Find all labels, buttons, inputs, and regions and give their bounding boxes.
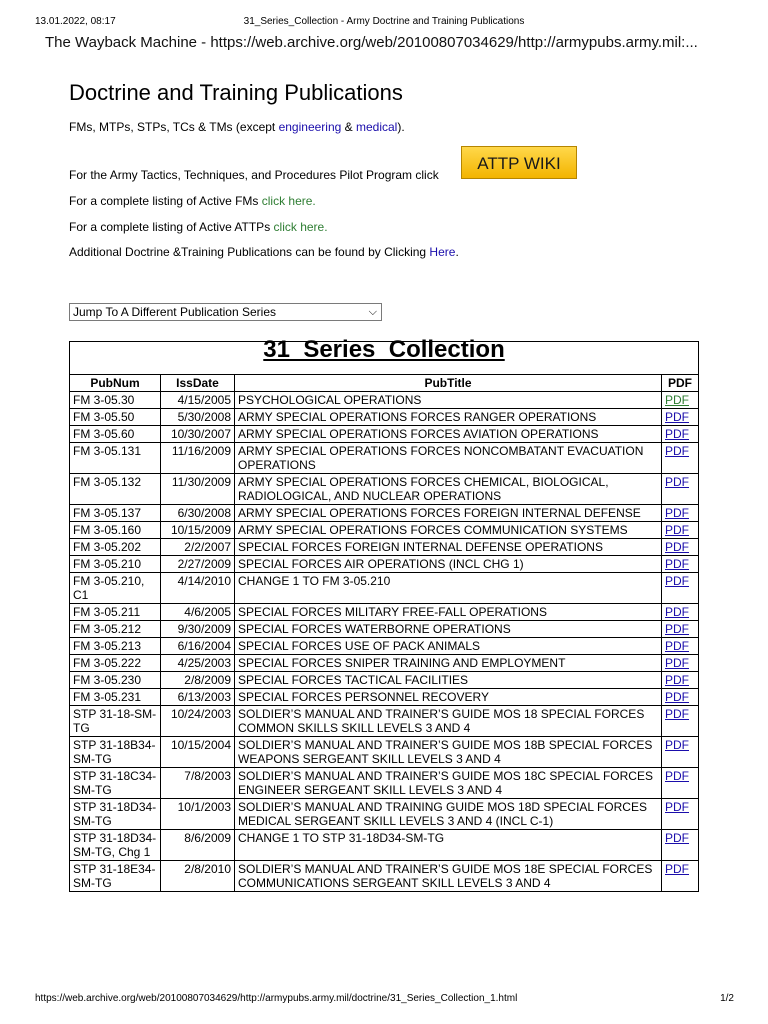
fm-listing-link[interactable]: click here. bbox=[261, 194, 316, 208]
attp-line: For the Army Tactics, Techniques, and Procedures Pilot Program click bbox=[69, 168, 439, 182]
table-row bbox=[70, 638, 699, 655]
pdf-link[interactable]: PDF bbox=[665, 831, 689, 845]
pub-num-cell: STP 31-18-SM-TG bbox=[70, 706, 161, 737]
table-row bbox=[70, 392, 699, 409]
pub-title-cell: SPECIAL FORCES PERSONNEL RECOVERY bbox=[235, 689, 662, 706]
iss-date-cell: 6/16/2004 bbox=[161, 638, 235, 655]
pdf-cell bbox=[662, 573, 699, 604]
pub-title-cell: SPECIAL FORCES TACTICAL FACILITIES bbox=[235, 672, 662, 689]
pdf-link[interactable]: PDF bbox=[665, 444, 689, 458]
pdf-link[interactable]: PDF bbox=[665, 427, 689, 441]
table-row bbox=[70, 861, 699, 892]
pdf-link[interactable]: PDF bbox=[665, 410, 689, 424]
pub-num-cell: STP 31-18D34-SM-TG, Chg 1 bbox=[70, 830, 161, 861]
pub-num-cell: FM 3-05.50 bbox=[70, 409, 161, 426]
pdf-cell bbox=[662, 621, 699, 638]
medical-link[interactable]: medical bbox=[355, 120, 398, 134]
iss-date-cell: 2/8/2010 bbox=[161, 861, 235, 892]
iss-date-cell: 8/6/2009 bbox=[161, 830, 235, 861]
table-row bbox=[70, 621, 699, 638]
pub-num-cell: FM 3-05.60 bbox=[70, 426, 161, 443]
pdf-cell bbox=[662, 409, 699, 426]
pdf-cell bbox=[662, 768, 699, 799]
table-row bbox=[70, 604, 699, 621]
pub-title-cell: ARMY SPECIAL OPERATIONS FORCES COMMUNICATION SYSTEMS bbox=[235, 522, 662, 539]
col-header-issdate: IssDate bbox=[161, 375, 235, 392]
table-row bbox=[70, 409, 699, 426]
print-datetime: 13.01.2022, 08:17 bbox=[35, 16, 116, 27]
pdf-link[interactable]: PDF bbox=[665, 475, 689, 489]
table-row bbox=[70, 556, 699, 573]
wayback-banner: The Wayback Machine - https://web.archive.org/web/20100807034629/http://armypubs.army.mil:... bbox=[45, 34, 698, 51]
pub-num-cell: FM 3-05.30 bbox=[70, 392, 161, 409]
pdf-link[interactable]: PDF bbox=[665, 622, 689, 636]
iss-date-cell: 10/24/2003 bbox=[161, 706, 235, 737]
print-page-number: 1/2 bbox=[720, 993, 734, 1004]
intro-prefix: FMs, MTPs, STPs, TCs & TMs (except bbox=[69, 120, 279, 134]
table-row bbox=[70, 737, 699, 768]
pub-num-cell: FM 3-05.230 bbox=[70, 672, 161, 689]
pdf-link[interactable]: PDF bbox=[665, 862, 689, 876]
pdf-cell bbox=[662, 392, 699, 409]
pub-title-cell: CHANGE 1 TO FM 3-05.210 bbox=[235, 573, 662, 604]
attp-listing-line bbox=[69, 220, 328, 234]
pub-num-cell: FM 3-05.212 bbox=[70, 621, 161, 638]
pub-title-cell: ARMY SPECIAL OPERATIONS FORCES FOREIGN INTERNAL DEFENSE bbox=[235, 505, 662, 522]
iss-date-cell: 4/25/2003 bbox=[161, 655, 235, 672]
pub-title-cell: SPECIAL FORCES WATERBORNE OPERATIONS bbox=[235, 621, 662, 638]
table-caption: 31_Series_Collection bbox=[70, 342, 699, 375]
iss-date-cell: 2/2/2007 bbox=[161, 539, 235, 556]
pub-title-cell: SPECIAL FORCES FOREIGN INTERNAL DEFENSE OPERATIONS bbox=[235, 539, 662, 556]
pub-num-cell: STP 31-18D34-SM-TG bbox=[70, 799, 161, 830]
additional-end: . bbox=[455, 245, 459, 259]
series-select[interactable] bbox=[69, 303, 382, 321]
pub-title-cell: ARMY SPECIAL OPERATIONS FORCES AVIATION OPERATIONS bbox=[235, 426, 662, 443]
col-header-pdf: PDF bbox=[662, 375, 699, 392]
iss-date-cell: 10/30/2007 bbox=[161, 426, 235, 443]
pub-num-cell: FM 3-05.211 bbox=[70, 604, 161, 621]
intro-line bbox=[69, 120, 405, 134]
table-row bbox=[70, 655, 699, 672]
pub-title-cell: SPECIAL FORCES SNIPER TRAINING AND EMPLOYMENT bbox=[235, 655, 662, 672]
pdf-cell bbox=[662, 689, 699, 706]
pdf-cell bbox=[662, 556, 699, 573]
pdf-link[interactable]: PDF bbox=[665, 656, 689, 670]
table-row bbox=[70, 573, 699, 604]
iss-date-cell: 9/30/2009 bbox=[161, 621, 235, 638]
iss-date-cell: 11/16/2009 bbox=[161, 443, 235, 474]
pdf-cell bbox=[662, 830, 699, 861]
pub-num-cell: FM 3-05.160 bbox=[70, 522, 161, 539]
pub-title-cell: PSYCHOLOGICAL OPERATIONS bbox=[235, 392, 662, 409]
table-row bbox=[70, 539, 699, 556]
pdf-cell bbox=[662, 522, 699, 539]
pdf-link[interactable]: PDF bbox=[665, 639, 689, 653]
intro-mid: & bbox=[341, 120, 356, 134]
pub-title-cell: ARMY SPECIAL OPERATIONS FORCES CHEMICAL, BIOLOGICAL, RADIOLOGICAL, AND NUCLEAR OPERATIONS bbox=[235, 474, 662, 505]
table-row bbox=[70, 522, 699, 539]
pub-title-cell: CHANGE 1 TO STP 31-18D34-SM-TG bbox=[235, 830, 662, 861]
pub-num-cell: STP 31-18E34-SM-TG bbox=[70, 861, 161, 892]
print-footer-url: https://web.archive.org/web/20100807034629/http://armypubs.army.mil/doctrine/31_Series_Collection_1.html bbox=[35, 993, 518, 1004]
pdf-cell bbox=[662, 604, 699, 621]
table-row bbox=[70, 505, 699, 522]
iss-date-cell: 10/15/2004 bbox=[161, 737, 235, 768]
pub-title-cell: SOLDIER’S MANUAL AND TRAINER’S GUIDE MOS 18B SPECIAL FORCES WEAPONS SERGEANT SKILL LEVELS 3 AND 4 bbox=[235, 737, 662, 768]
table-header-row bbox=[70, 375, 699, 392]
pub-title-cell: SOLDIER’S MANUAL AND TRAINER’S GUIDE MOS 18C SPECIAL FORCES ENGINEER SERGEANT SKILL LEVELS 3 AND 4 bbox=[235, 768, 662, 799]
pub-title-cell: SOLDIER’S MANUAL AND TRAINER’S GUIDE MOS 18E SPECIAL FORCES COMMUNICATIONS SERGEANT SKILL LEVELS 3 AND 4 bbox=[235, 861, 662, 892]
pub-title-cell: ARMY SPECIAL OPERATIONS FORCES RANGER OPERATIONS bbox=[235, 409, 662, 426]
engineering-link[interactable]: engineering bbox=[278, 120, 342, 134]
iss-date-cell: 10/1/2003 bbox=[161, 799, 235, 830]
pdf-cell bbox=[662, 672, 699, 689]
pub-num-cell: FM 3-05.137 bbox=[70, 505, 161, 522]
pub-num-cell: FM 3-05.231 bbox=[70, 689, 161, 706]
pdf-link[interactable]: PDF bbox=[665, 574, 689, 588]
iss-date-cell: 7/8/2003 bbox=[161, 768, 235, 799]
additional-line bbox=[69, 245, 459, 259]
pub-title-cell: ARMY SPECIAL OPERATIONS FORCES NONCOMBATANT EVACUATION OPERATIONS bbox=[235, 443, 662, 474]
pdf-link[interactable]: PDF bbox=[665, 800, 689, 814]
iss-date-cell: 2/27/2009 bbox=[161, 556, 235, 573]
table-row bbox=[70, 689, 699, 706]
table-row bbox=[70, 768, 699, 799]
pub-num-cell: FM 3-05.222 bbox=[70, 655, 161, 672]
iss-date-cell: 4/14/2010 bbox=[161, 573, 235, 604]
attp-wiki-button[interactable]: ATTP WIKI bbox=[461, 146, 577, 179]
iss-date-cell: 10/15/2009 bbox=[161, 522, 235, 539]
pdf-link[interactable]: PDF bbox=[665, 707, 689, 721]
pdf-cell bbox=[662, 861, 699, 892]
table-row bbox=[70, 830, 699, 861]
iss-date-cell: 2/8/2009 bbox=[161, 672, 235, 689]
fm-listing-line bbox=[69, 194, 316, 208]
intro-suffix: ). bbox=[397, 120, 405, 134]
series-select-value: Jump To A Different Publication Series bbox=[73, 305, 277, 319]
pdf-cell bbox=[662, 737, 699, 768]
iss-date-cell: 11/30/2009 bbox=[161, 474, 235, 505]
pdf-cell bbox=[662, 474, 699, 505]
pub-num-cell: FM 3-05.131 bbox=[70, 443, 161, 474]
pdf-link[interactable]: PDF bbox=[665, 605, 689, 619]
iss-date-cell: 6/13/2003 bbox=[161, 689, 235, 706]
additional-here-link[interactable]: Here bbox=[429, 245, 456, 259]
table-row bbox=[70, 799, 699, 830]
pub-title-cell: SOLDIER’S MANUAL AND TRAINING GUIDE MOS 18D SPECIAL FORCES MEDICAL SERGEANT SKILL LEVELS 3 AND 4 (INCL C-1) bbox=[235, 799, 662, 830]
additional-text: Additional Doctrine &Training Publications can be found by Clicking bbox=[69, 245, 430, 259]
chevron-down-icon: ⌵ bbox=[368, 306, 377, 318]
pdf-cell bbox=[662, 706, 699, 737]
print-doc-title: 31_Series_Collection - Army Doctrine and Training Publications bbox=[243, 16, 525, 27]
main-content bbox=[69, 78, 709, 319]
pdf-link[interactable]: PDF bbox=[665, 393, 689, 407]
table-row bbox=[70, 672, 699, 689]
pub-title-cell: SPECIAL FORCES AIR OPERATIONS (INCL CHG 1) bbox=[235, 556, 662, 573]
page-title: Doctrine and Training Publications bbox=[69, 80, 403, 105]
iss-date-cell: 5/30/2008 bbox=[161, 409, 235, 426]
fm-listing-text: For a complete listing of Active FMs bbox=[69, 194, 262, 208]
pdf-link[interactable]: PDF bbox=[665, 690, 689, 704]
pdf-link[interactable]: PDF bbox=[665, 506, 689, 520]
pdf-cell bbox=[662, 638, 699, 655]
pdf-cell bbox=[662, 655, 699, 672]
pdf-link[interactable]: PDF bbox=[665, 738, 689, 752]
table-row bbox=[70, 706, 699, 737]
table-row bbox=[70, 474, 699, 505]
pdf-link[interactable]: PDF bbox=[665, 523, 689, 537]
pdf-cell bbox=[662, 505, 699, 522]
pub-title-cell: SPECIAL FORCES MILITARY FREE-FALL OPERATIONS bbox=[235, 604, 662, 621]
attp-listing-link[interactable]: click here. bbox=[273, 220, 328, 234]
pdf-link[interactable]: PDF bbox=[665, 769, 689, 783]
col-header-pubtitle: PubTitle bbox=[235, 375, 662, 392]
pdf-link[interactable]: PDF bbox=[665, 540, 689, 554]
pub-title-cell: SPECIAL FORCES USE OF PACK ANIMALS bbox=[235, 638, 662, 655]
table-row bbox=[70, 426, 699, 443]
pub-num-cell: FM 3-05.202 bbox=[70, 539, 161, 556]
print-header bbox=[0, 0, 768, 60]
pdf-cell bbox=[662, 539, 699, 556]
pdf-cell bbox=[662, 426, 699, 443]
pdf-cell bbox=[662, 443, 699, 474]
pdf-link[interactable]: PDF bbox=[665, 557, 689, 571]
pdf-cell bbox=[662, 799, 699, 830]
iss-date-cell: 4/15/2005 bbox=[161, 392, 235, 409]
iss-date-cell: 4/6/2005 bbox=[161, 604, 235, 621]
iss-date-cell: 6/30/2008 bbox=[161, 505, 235, 522]
print-footer bbox=[0, 993, 768, 1007]
attp-listing-text: For a complete listing of Active ATTPs bbox=[69, 220, 274, 234]
col-header-pubnum: PubNum bbox=[70, 375, 161, 392]
pub-num-cell: STP 31-18B34-SM-TG bbox=[70, 737, 161, 768]
pub-num-cell: STP 31-18C34-SM-TG bbox=[70, 768, 161, 799]
pub-num-cell: FM 3-05.210, C1 bbox=[70, 573, 161, 604]
publications-table bbox=[69, 336, 699, 892]
pub-num-cell: FM 3-05.213 bbox=[70, 638, 161, 655]
pub-title-cell: SOLDIER’S MANUAL AND TRAINER’S GUIDE MOS 18 SPECIAL FORCES COMMON SKILLS SKILL LEVELS 3 AND 4 bbox=[235, 706, 662, 737]
pub-num-cell: FM 3-05.132 bbox=[70, 474, 161, 505]
pub-num-cell: FM 3-05.210 bbox=[70, 556, 161, 573]
table-row bbox=[70, 443, 699, 474]
pdf-link[interactable]: PDF bbox=[665, 673, 689, 687]
